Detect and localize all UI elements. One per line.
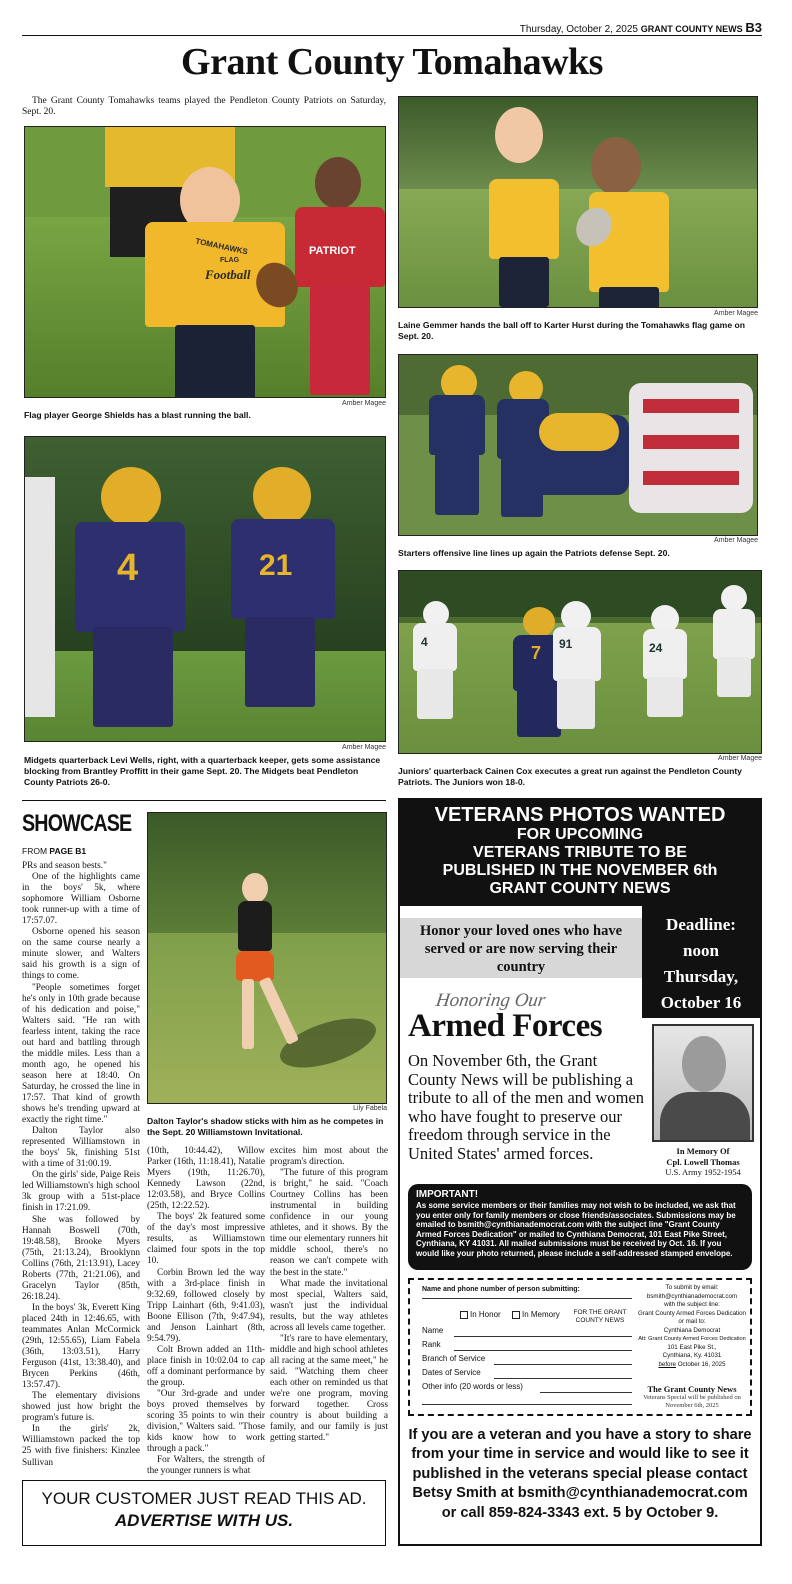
submit-line-5: or mail to: — [678, 1318, 706, 1325]
photo-flag-player — [24, 126, 386, 398]
submit-instructions — [634, 1284, 750, 1369]
photo-cross-country-runner — [147, 812, 387, 1104]
form-in-memory[interactable] — [512, 1310, 560, 1319]
photo-midgets-quarterback — [24, 436, 386, 742]
article-paragraph: Osborne opened his season on the same course nearly a minute slower, and Walters said his growth is a sign of things to come. — [22, 927, 140, 982]
submit-line-10b: October 16, 2025 — [676, 1360, 726, 1368]
photo-credit-5: Amber Magee — [718, 755, 762, 762]
submit-line-7: Att: Grant County Armed Forces Dedication — [638, 1336, 746, 1342]
honoring-script: Honoring Our — [434, 990, 547, 1011]
photo-handoff — [398, 96, 758, 308]
article-paragraph: "The future of this program is bright," he said. "Coach Courtney Collins has been instrumental in building confidence in our young athletes, and it shows. By the time our elementary runners hit middle school, there's no reason we can't compete with the best in the state." — [270, 1168, 388, 1278]
section-divider — [22, 800, 386, 801]
important-text: As some service members or their families may not wish to be included, we ask that you enter only for family members or close friends/associates. Submissions may be emailed to bsmith@cynthianademocrat.com with the subject line "Grant County Armed Forces Dedication" or mailed to Cynthiana Democrat, 101 East Pike Street, Cynthiana, KY 41031. All mailed submissions must be received by Oct. 16. If you would like your photo returned, please include a self-addressed stamped envelope. — [416, 1201, 736, 1258]
brand-name: The Grant County News — [647, 1384, 737, 1394]
intro-text: The Grant County Tomahawks teams played the Pendleton County Patriots on Saturday, Sept. 20. — [22, 96, 386, 117]
photo-credit-1: Amber Magee — [342, 400, 386, 407]
article-paragraph: Corbin Brown led the way with a 3rd-place finish in 9:32.69, followed closely by Tripp Lainhart (6th, 9:41.03), Boone Ellison (7th, 9:47.94), and Jenson Lainhart (8th, 9:54.79). — [147, 1267, 265, 1344]
article-paragraph: She was followed by Hannah Boswell (70th, 19:48.58), Brooke Myers (75th, 21:13.24), Brooklynn Collins (76th, 21:13.91), Lacey Roberts (77th, 21:21.06), and Gracelyn Taylor (85th, 26:18.24). — [22, 1214, 140, 1302]
header-date: Thursday, October 2, 2025 — [519, 24, 638, 35]
photo-credit-2: Amber Magee — [714, 310, 758, 317]
article-paragraph: Dalton Taylor also represented Williamstown in the boys' 5k, finishing 51st with a time of 31:00.19. — [22, 1126, 140, 1170]
veterans-ad — [398, 798, 762, 1546]
article-paragraph: Colt Brown added an 11th-place finish in 10:02.04 to cap off a dominant performance by the group. — [147, 1344, 265, 1388]
article-paragraph: PRs and season bests." — [22, 861, 107, 871]
photo-caption-3: Starters offensive line lines up again the Patriots defense Sept. 20. — [398, 548, 670, 558]
jersey-text-patriots: PATRIOT — [309, 245, 356, 257]
article-paragraph: What made the invitational most special, Walters said, wasn't just the individual results, but the way athletes across all levels came together. — [270, 1278, 388, 1333]
in-memory-checkbox[interactable] — [512, 1311, 520, 1319]
important-label: IMPORTANT! — [416, 1189, 479, 1200]
veterans-headline-5: GRANT COUNTY NEWS — [489, 880, 671, 897]
submission-form — [408, 1278, 752, 1416]
submit-line-1: To submit by email: — [665, 1284, 719, 1291]
submit-line-3: with the subject line: — [664, 1301, 720, 1308]
jersey-number-4: 4 — [117, 547, 139, 589]
jersey-number-7: 7 — [531, 643, 542, 663]
in-honor-label: In Honor — [470, 1310, 501, 1319]
form-rank-label: Rank — [422, 1340, 441, 1349]
jump-from-page: PAGE B1 — [49, 846, 87, 856]
showcase-kicker: SHOWCASE — [22, 810, 132, 837]
article-paragraph: The boys' 2k featured some of the day's most impressive results, as Williamstown claimed four spots in the top 10. — [147, 1212, 265, 1267]
header-paper: GRANT COUNTY NEWS — [640, 24, 743, 34]
photo-caption-2: Laine Gemmer hands the ball off to Karter Hurst during the Tomahawks flag game on Sept. 20. — [398, 320, 745, 341]
jersey-number-4b: 4 — [421, 635, 428, 649]
memorial-line-1: In Memory Of — [676, 1146, 730, 1156]
veterans-body: On November 6th, the Grant County News will be publishing a tribute to all of the men and women who have fought to preserve our freedom through service in the United States' armed forces. — [408, 1051, 644, 1163]
veterans-headline-1: VETERANS PHOTOS WANTED — [434, 804, 726, 826]
submit-line-10a: before — [658, 1360, 676, 1368]
house-ad-line1: YOUR CUSTOMER JUST READ THIS AD. — [41, 1489, 367, 1508]
article-paragraph: On the girls' side, Paige Reis led Williamstown's high school 3k group with a 51st-place finish in 17:21.09. — [22, 1170, 140, 1214]
form-for-paper: FOR THE GRANT COUNTY NEWS — [573, 1309, 627, 1324]
in-honor-checkbox[interactable] — [460, 1311, 468, 1319]
form-name-label: Name — [422, 1326, 444, 1335]
submit-line-2: bsmith@cynthianademocrat.com — [646, 1292, 738, 1300]
form-other-label: Other info (20 words or less) — [422, 1382, 523, 1391]
jump-line — [22, 846, 86, 856]
page-title: Grant County Tomahawks — [181, 41, 603, 83]
jersey-text-football: Football — [205, 267, 251, 282]
article-paragraph: (10th, 10:44.42), Willow Parker (16th, 11:18.41), Natalie Myers (19th, 11:26.70), Kennedy Lawson (22nd, 12:03.58), and Bryce Collins (25th, 12:22.52). — [147, 1146, 265, 1212]
photo-caption-5: Juniors' quarterback Cainen Cox executes a great run against the Pendleton County Patriots. The Juniors won 18-0. — [398, 766, 742, 787]
article-paragraph: For Walters, the strength of the younger runners is what — [147, 1455, 265, 1477]
memorial-caption — [648, 1146, 758, 1178]
article-paragraph: One of the highlights came in the boys' 5k, where sophomore William Osborne took runner-up with a time of 17:57.07. — [22, 872, 140, 927]
house-ad[interactable] — [22, 1480, 386, 1546]
form-branch-label: Branch of Service — [422, 1354, 486, 1363]
form-submitter-label: Name and phone number of person submitting: — [422, 1286, 580, 1293]
veterans-headline-3: VETERANS TRIBUTE TO BE — [473, 844, 687, 861]
submit-line-8: 101 East Pike St., — [667, 1343, 717, 1351]
veterans-headline-block — [400, 800, 760, 906]
photo-juniors-quarterback — [398, 570, 762, 754]
jersey-text-flag: FLAG — [220, 257, 240, 264]
page-header — [22, 20, 762, 36]
article-paragraph: "Our 3rd-grade and under boys proved themselves by scoring 35 points to win their division," Walters said. "Those kids know how to work through a pack." — [147, 1389, 265, 1455]
showcase-column-1 — [22, 861, 140, 1469]
photo-credit-4: Amber Magee — [342, 744, 386, 751]
honor-banner: Honor your loved ones who have served or are now serving their country — [400, 918, 642, 978]
article-paragraph: The elementary divisions showed just how bright the program's future is. — [22, 1391, 140, 1424]
submit-line-4: Grant County Armed Forces Dedication — [638, 1309, 746, 1317]
jersey-number-24: 24 — [649, 641, 663, 655]
photo-caption-1: Flag player George Shields has a blast running the ball. — [24, 410, 251, 420]
article-paragraph: In the boys' 3k, Everett King placed 24th in 12:46.65, with teammates Anlan McCormick (29th, 12:55.65), Liam Fabela (36th, 13:03.51), Harry Ferguson (41st, 13:38.40), and Brycen Perkins (46th, 13:57.47). — [22, 1302, 140, 1391]
article-paragraph: "People sometimes forget he's only in 10th grade because of his dedication and poise," Walters said. "He ran with fearless intent, taking the race out hard and battling through the middle miles. Less than a month ago, he opened his season here at 18:40. On Saturday, he crossed the line in 17:57. That kind of growth shows he's trending upward at exactly the right time." — [22, 982, 140, 1126]
veterans-headline-2: FOR UPCOMING — [516, 826, 644, 843]
showcase-photo-caption: Dalton Taylor's shadow sticks with him as he competes in the Sept. 20 Williamstown Invitational. — [147, 1116, 384, 1137]
in-memory-label: In Memory — [522, 1310, 560, 1319]
article-paragraph: In the girls' 2k, Williamstown packed the top 25 with five finishers: Kinzlee Sullivan — [22, 1424, 140, 1468]
jump-from-label: FROM — [22, 846, 48, 856]
memorial-portrait — [652, 1024, 754, 1142]
article-paragraph: "It's rare to have elementary, middle and high school athletes all racing at the same meet," he said. "Watching them cheer each other on reminded us that we're one program, moving forward together. Cross country is about building a family, and our family is just getting started." — [270, 1333, 388, 1444]
submit-line-10 — [634, 1361, 750, 1370]
submit-line-6: Cynthiana Democrat — [663, 1326, 721, 1334]
jersey-number-21: 21 — [259, 549, 293, 582]
showcase-column-3 — [270, 1146, 388, 1444]
house-ad-line2: ADVERTISE WITH US. — [114, 1511, 294, 1530]
showcase-photo-credit: Lily Fabela — [353, 1105, 387, 1112]
form-dates-label: Dates of Service — [422, 1368, 481, 1377]
veterans-footer: If you are a veteran and you have a story to share from your time in service and would like to see it published in the veterans special please contact Betsy Smith at bsmith@cynthianademocrat.com or call 859-824-3343 ext. 5 by October 9. — [408, 1427, 752, 1521]
photo-caption-4: Midgets quarterback Levi Wells, right, with a quarterback keeper, gets some assistance blocking from Brantley Proffitt in their game Sept. 20. The Midgets beat Pendleton County Patriots 26-0. — [24, 755, 381, 787]
important-box — [408, 1184, 752, 1270]
article-paragraph: excites him most about the program's direction. — [270, 1146, 388, 1168]
jersey-number-91: 91 — [559, 637, 573, 651]
form-in-honor[interactable] — [460, 1310, 501, 1319]
showcase-column-2 — [147, 1146, 265, 1477]
memorial-line-2: Cpl. Lowell Thomas — [666, 1156, 740, 1167]
brand-sub: Veterans Special will be published on November 6th, 2025 — [643, 1394, 741, 1409]
photo-offensive-line — [398, 354, 758, 536]
deadline-box: Deadline: noon Thursday, October 16 — [642, 906, 760, 1018]
photo-credit-3: Amber Magee — [714, 537, 758, 544]
header-page: B3 — [745, 20, 762, 35]
armed-forces-title: Armed Forces — [408, 1008, 603, 1044]
veterans-headline-4: PUBLISHED IN THE NOVEMBER 6th — [442, 862, 718, 879]
jersey-text-tomahawks: TOMAHAWKS — [194, 236, 249, 257]
memorial-line-3: U.S. Army 1952-1954 — [665, 1167, 741, 1177]
submit-line-9: Cynthiana, Ky. 41031 — [662, 1352, 722, 1359]
